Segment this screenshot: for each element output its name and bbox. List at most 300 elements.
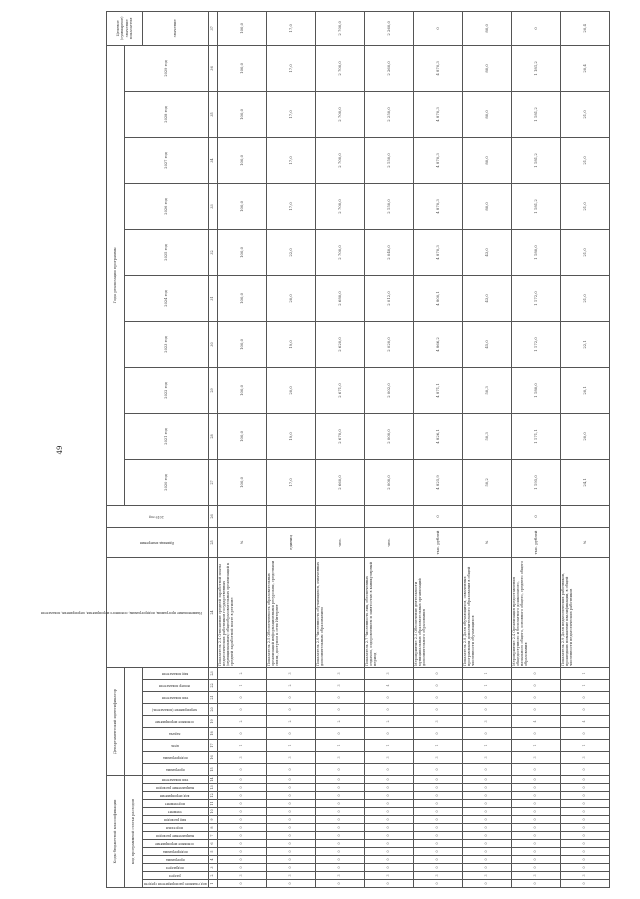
code-cell: 0	[217, 824, 266, 832]
code-cell: 0	[266, 840, 315, 848]
year-value-cell: 43,0	[462, 229, 511, 275]
code-cell: 0	[462, 848, 511, 856]
code-cell: 3	[413, 872, 462, 880]
final-value-cell: 0	[413, 11, 462, 45]
code-cell: 0	[364, 816, 413, 824]
year-value-cell: 4 800,1	[413, 275, 462, 321]
code-cell: 3	[266, 872, 315, 880]
column-number: 23	[208, 667, 217, 679]
indicator-description: Показатель 2.5 Обеспеченность образовательных организаций информационными ресурсами, средствами связи, доступом к сети Интернет	[266, 557, 315, 667]
column-number: 18	[208, 727, 217, 739]
column-number: 7	[208, 832, 217, 840]
base-year-cell	[560, 505, 609, 527]
dept-code-cell: 1	[217, 739, 266, 751]
column-number: 8	[208, 824, 217, 832]
column-number: 10	[208, 808, 217, 816]
dept-code-cell: 0	[560, 691, 609, 703]
column-number: 1	[208, 880, 217, 888]
year-value-cell: 20,4	[560, 45, 609, 91]
code-cell: 0	[315, 816, 364, 824]
year-value-cell: 17,0	[266, 183, 315, 229]
indicator-description: Показатель 2.4 Отношение средней заработной платы педагогических работников государственных (муниципальных) общеобразовательных организаций к средней заработной плате в регионе	[217, 557, 266, 667]
year-value-cell: 4 871,1	[413, 367, 462, 413]
table-row	[217, 11, 266, 887]
header-unit: Единица измерения	[107, 527, 209, 557]
code-cell: 0	[217, 775, 266, 783]
column-number: 14	[208, 775, 217, 783]
code-cell: 0	[413, 784, 462, 792]
indicator-description: Показатель 2.6 Численность обучающихся, охваченных дополнительным образованием	[315, 557, 364, 667]
year-value-cell: 100,0	[217, 137, 266, 183]
dept-code-cell: 0	[364, 763, 413, 775]
year-value-cell: 100,0	[217, 367, 266, 413]
column-number: 24	[208, 557, 217, 667]
code-cell: 0	[266, 856, 315, 864]
year-value-cell: 100,0	[217, 321, 266, 367]
year-value-cell: 100,0	[217, 183, 266, 229]
column-number: 21	[208, 691, 217, 703]
header-dept-col: тип показателя	[143, 691, 209, 703]
dept-code-cell: 0	[462, 703, 511, 715]
code-cell: 0	[364, 840, 413, 848]
code-cell: 0	[364, 832, 413, 840]
header-code-col: основное мероприятие	[143, 840, 209, 848]
code-cell: 0	[266, 808, 315, 816]
year-value-cell: 22,0	[266, 229, 315, 275]
year-value-cell: 1 181,2	[511, 45, 560, 91]
year-value-cell: 4 870,3	[413, 45, 462, 91]
code-cell: 0	[315, 880, 364, 888]
column-number: 28	[208, 413, 217, 459]
code-cell: 0	[413, 792, 462, 800]
base-year-cell	[364, 505, 413, 527]
year-value-cell: 2 000,0	[364, 459, 413, 505]
header-year-1: 2020 год	[125, 459, 209, 505]
year-value-cell: 80,0	[462, 45, 511, 91]
year-value-cell: 2 012,0	[364, 275, 413, 321]
code-cell: 0	[266, 824, 315, 832]
column-number: 32	[208, 229, 217, 275]
dept-code-cell: 2	[266, 679, 315, 691]
code-cell: 0	[413, 856, 462, 864]
dept-code-cell: 3	[462, 715, 511, 727]
year-value-cell: 2 620,0	[315, 321, 364, 367]
dept-code-cell: 3	[364, 667, 413, 679]
code-cell: 0	[315, 840, 364, 848]
code-cell: 0	[413, 775, 462, 783]
dept-code-cell: 3	[413, 715, 462, 727]
year-value-cell: 19,0	[266, 413, 315, 459]
header-years-group: Годы реализации программы	[107, 45, 125, 505]
unit-cell: %	[462, 527, 511, 557]
code-cell: 0	[560, 848, 609, 856]
code-cell: 3	[217, 872, 266, 880]
code-cell: 0	[364, 775, 413, 783]
dept-code-cell: 0	[266, 691, 315, 703]
dept-code-cell: 0	[511, 703, 560, 715]
column-number: 31	[208, 275, 217, 321]
code-cell: 0	[315, 832, 364, 840]
year-value-cell: 2 260,0	[364, 45, 413, 91]
year-value-cell: 20,0	[560, 413, 609, 459]
dept-code-cell: 0	[266, 763, 315, 775]
header-code-col: подпрограмма	[143, 848, 209, 856]
code-cell: 0	[560, 775, 609, 783]
dept-code-cell: 3	[511, 751, 560, 763]
dept-code-cell: 0	[413, 763, 462, 775]
year-value-cell: 80,0	[462, 91, 511, 137]
code-cell: 0	[511, 792, 560, 800]
code-cell: 0	[315, 800, 364, 808]
code-cell: 0	[315, 848, 364, 856]
table-row	[266, 11, 315, 887]
code-cell: 0	[364, 824, 413, 832]
header-dept-col: цель	[143, 739, 209, 751]
dept-code-cell: 2	[315, 715, 364, 727]
dept-code-cell: 0	[462, 763, 511, 775]
header-year-5: 2024 год	[125, 275, 209, 321]
code-cell: 0	[511, 880, 560, 888]
code-cell: 0	[511, 816, 560, 824]
year-value-cell: 17,0	[266, 137, 315, 183]
header-year-3: 2022 год	[125, 367, 209, 413]
code-cell: 0	[217, 856, 266, 864]
year-value-cell: 4 826,1	[413, 413, 462, 459]
header-dept-col: мероприятие (показатель)	[143, 703, 209, 715]
year-value-cell: 4 870,3	[413, 183, 462, 229]
year-value-cell: 1 172,0	[511, 275, 560, 321]
header-code-col: направление расходов	[143, 784, 209, 792]
header-dept-col: вид показателя	[143, 667, 209, 679]
dept-code-cell: 1	[462, 679, 511, 691]
dept-code-cell: 2	[217, 715, 266, 727]
dept-code-cell: 0	[217, 691, 266, 703]
column-number: 13	[208, 784, 217, 792]
table-row	[560, 11, 609, 887]
dept-code-cell: 4	[364, 679, 413, 691]
dept-code-cell: 2	[364, 715, 413, 727]
year-value-cell: 100,0	[217, 413, 266, 459]
column-number: 16	[208, 751, 217, 763]
code-cell: 0	[462, 864, 511, 872]
code-cell: 0	[511, 824, 560, 832]
header-code-col: подэлемент	[143, 800, 209, 808]
code-cell: 0	[462, 775, 511, 783]
unit-cell: тыс. рублей	[511, 527, 560, 557]
code-cell: 0	[413, 848, 462, 856]
year-value-cell: 2 150,0	[364, 137, 413, 183]
code-cell: 0	[364, 800, 413, 808]
code-cell: 0	[462, 792, 511, 800]
dept-code-cell: 4	[511, 715, 560, 727]
year-value-cell: 100,0	[217, 45, 266, 91]
header-code-col: вид расходов	[143, 816, 209, 824]
year-value-cell: 100,0	[217, 91, 266, 137]
header-code-subgroup: код программной статьи расходов	[125, 775, 143, 887]
header-dept-group: Департаментский идентификатор	[107, 667, 125, 775]
dept-code-cell: 3	[364, 751, 413, 763]
column-number: 30	[208, 321, 217, 367]
code-cell: 0	[413, 840, 462, 848]
header-dept-col: основное мероприятие	[143, 715, 209, 727]
dept-code-cell: 0	[364, 727, 413, 739]
final-value-cell: 100,0	[217, 11, 266, 45]
year-value-cell: 1 180,0	[511, 367, 560, 413]
table-row	[413, 11, 462, 887]
year-value-cell: 4 870,3	[413, 229, 462, 275]
code-cell: 0	[560, 784, 609, 792]
year-value-cell: 2 700,0	[315, 45, 364, 91]
year-value-cell: 50,3	[462, 413, 511, 459]
code-cell: 0	[560, 792, 609, 800]
code-cell: 0	[560, 864, 609, 872]
code-cell: 0	[364, 864, 413, 872]
code-cell: 0	[511, 856, 560, 864]
year-value-cell: 100,0	[217, 459, 266, 505]
column-number: 26	[208, 505, 217, 527]
dept-code-cell: 2	[217, 667, 266, 679]
year-value-cell: 2 670,0	[315, 413, 364, 459]
year-value-cell: 2 700,0	[315, 91, 364, 137]
dept-code-cell: 1	[560, 739, 609, 751]
column-number: 2	[208, 872, 217, 880]
code-cell: 0	[560, 800, 609, 808]
year-value-cell: 1 180,0	[511, 229, 560, 275]
year-value-cell: 22,1	[560, 321, 609, 367]
column-number: 15	[208, 763, 217, 775]
dept-code-cell: 1	[462, 667, 511, 679]
code-cell: 0	[462, 824, 511, 832]
code-cell: 0	[511, 832, 560, 840]
year-value-cell: 100,0	[217, 275, 266, 321]
year-value-cell: 19,0	[266, 321, 315, 367]
code-cell: 3	[364, 872, 413, 880]
dept-code-cell: 3	[266, 667, 315, 679]
code-cell: 0	[266, 864, 315, 872]
column-number: 22	[208, 679, 217, 691]
dept-code-cell: 3	[560, 751, 609, 763]
column-number: 29	[208, 367, 217, 413]
dept-code-cell: 3	[413, 751, 462, 763]
year-value-cell: 4 825,9	[413, 459, 462, 505]
header-year-2: 2021 год	[125, 413, 209, 459]
header-code-col: код главного распорядителя средств	[143, 880, 209, 888]
table-row	[511, 11, 560, 887]
code-cell: 0	[217, 848, 266, 856]
year-value-cell: 20,0	[266, 275, 315, 321]
code-cell: 3	[511, 872, 560, 880]
code-cell: 0	[315, 864, 364, 872]
code-cell: 0	[266, 800, 315, 808]
code-cell: 0	[217, 840, 266, 848]
code-cell: 0	[560, 840, 609, 848]
code-cell: 0	[364, 808, 413, 816]
dept-code-cell: 0	[560, 727, 609, 739]
year-value-cell: 45,0	[462, 321, 511, 367]
final-value-cell: 2 260,0	[364, 11, 413, 45]
code-cell: 0	[217, 864, 266, 872]
dept-code-cell: 0	[315, 763, 364, 775]
code-cell: 0	[266, 784, 315, 792]
dept-code-cell: 0	[364, 691, 413, 703]
column-number: 3	[208, 864, 217, 872]
dept-code-cell: 0	[413, 727, 462, 739]
header-code-col: тип показателя	[143, 775, 209, 783]
dept-code-cell: 0	[560, 763, 609, 775]
dept-code-cell: 3	[462, 751, 511, 763]
header-code-col: подстатья	[143, 824, 209, 832]
indicator-description: Мероприятие 2.4 Организация предоставления общедоступного и бесплатного дошкольного, начального общего, основного общего, среднего общего образования	[511, 557, 560, 667]
dept-code-cell: 1	[560, 667, 609, 679]
column-number: 35	[208, 91, 217, 137]
code-cell: 0	[217, 816, 266, 824]
final-value-cell: 80,0	[462, 11, 511, 45]
code-cell: 0	[364, 784, 413, 792]
dept-code-cell: 0	[511, 763, 560, 775]
dept-code-cell: 1	[217, 679, 266, 691]
dept-code-cell: 3	[266, 751, 315, 763]
code-cell: 0	[266, 792, 315, 800]
dept-code-cell: 0	[217, 703, 266, 715]
dept-code-cell: 1	[364, 739, 413, 751]
code-cell: 0	[266, 880, 315, 888]
code-cell: 0	[560, 808, 609, 816]
code-cell: 0	[462, 840, 511, 848]
year-value-cell: 1 181,2	[511, 183, 560, 229]
year-value-cell: 21,0	[560, 91, 609, 137]
code-cell: 0	[315, 784, 364, 792]
code-cell: 0	[560, 880, 609, 888]
dept-code-cell: 4	[560, 715, 609, 727]
code-cell: 0	[364, 880, 413, 888]
code-cell: 0	[217, 784, 266, 792]
code-cell: 0	[266, 816, 315, 824]
base-year-cell	[217, 505, 266, 527]
column-number: 37	[208, 11, 217, 45]
code-cell: 0	[315, 824, 364, 832]
header-dept-col: подпрограмма	[143, 751, 209, 763]
header-code-col: элемент	[143, 808, 209, 816]
column-number: 6	[208, 840, 217, 848]
final-value-cell: 0	[511, 11, 560, 45]
dept-code-cell: 0	[315, 691, 364, 703]
dept-code-cell: 0	[511, 691, 560, 703]
year-value-cell: 2 700,0	[315, 183, 364, 229]
dept-code-cell: 0	[217, 727, 266, 739]
column-number: 11	[208, 800, 217, 808]
table-row	[364, 11, 413, 887]
dept-code-cell: 1	[315, 739, 364, 751]
header-code-col: программа	[143, 856, 209, 864]
code-cell: 0	[413, 800, 462, 808]
dept-code-cell: 0	[266, 727, 315, 739]
code-cell: 0	[462, 784, 511, 792]
year-value-cell: 2 660,0	[315, 459, 364, 505]
indicator-description: Показатель 2.8 Доля обучающихся, охваченных программами дополнительного образования в общей численности обучающихся	[462, 557, 511, 667]
code-cell: 0	[413, 864, 462, 872]
header-final-sub: значение	[143, 11, 209, 45]
year-value-cell: 80,0	[462, 183, 511, 229]
header-code-col: подраздел	[143, 864, 209, 872]
base-year-cell: 0	[511, 505, 560, 527]
code-cell: 0	[266, 775, 315, 783]
header-name: Наименование программы, подпрограммы, основного мероприятия, мероприятия, показателя	[107, 557, 209, 667]
dept-code-cell: 0	[315, 703, 364, 715]
dept-code-cell: 0	[315, 727, 364, 739]
dept-code-cell: 0	[364, 703, 413, 715]
code-cell: 0	[217, 792, 266, 800]
column-number: 27	[208, 459, 217, 505]
column-number: 34	[208, 137, 217, 183]
indicator-description: Мероприятие 2.3 Обеспечение деятельности муниципальных образовательных организаций дополнительного образования	[413, 557, 462, 667]
column-number: 5	[208, 848, 217, 856]
dept-code-cell: 0	[266, 703, 315, 715]
year-value-cell: 1 181,2	[511, 137, 560, 183]
header-year-7: 2026 год	[125, 183, 209, 229]
column-number: 9	[208, 816, 217, 824]
code-cell: 0	[413, 824, 462, 832]
year-value-cell: 2 020,0	[364, 321, 413, 367]
header-year-base: 2019 год	[107, 505, 209, 527]
year-value-cell: 1 171,1	[511, 413, 560, 459]
dept-code-cell: 1	[511, 739, 560, 751]
base-year-cell	[315, 505, 364, 527]
unit-cell: %	[217, 527, 266, 557]
year-value-cell: 2 000,0	[364, 413, 413, 459]
year-value-cell: 17,0	[266, 45, 315, 91]
final-value-cell: 17,0	[266, 11, 315, 45]
code-cell: 0	[462, 856, 511, 864]
code-cell: 0	[511, 775, 560, 783]
code-cell: 3	[560, 872, 609, 880]
header-year-10: 2029 год	[125, 45, 209, 91]
header-code-group: Коды бюджетной классификации	[107, 775, 125, 887]
dept-code-cell: 3	[315, 751, 364, 763]
base-year-cell: 0	[413, 505, 462, 527]
year-value-cell: 1 181,2	[511, 91, 560, 137]
year-value-cell: 4 866,2	[413, 321, 462, 367]
code-cell: 0	[511, 808, 560, 816]
code-cell: 0	[511, 864, 560, 872]
base-year-cell	[462, 505, 511, 527]
year-value-cell: 21,0	[560, 275, 609, 321]
code-cell: 0	[462, 832, 511, 840]
code-cell: 3	[315, 872, 364, 880]
header-dept-col: программа	[143, 763, 209, 775]
year-value-cell: 4 870,3	[413, 91, 462, 137]
dept-code-cell: 3	[315, 667, 364, 679]
code-cell: 0	[511, 784, 560, 792]
year-value-cell: 2 700,0	[315, 229, 364, 275]
code-cell: 0	[511, 848, 560, 856]
dept-code-cell: 0	[462, 691, 511, 703]
code-cell: 0	[413, 816, 462, 824]
code-cell: 0	[315, 808, 364, 816]
header-dept-col: задача	[143, 727, 209, 739]
year-value-cell: 2 700,0	[315, 137, 364, 183]
code-cell: 0	[413, 880, 462, 888]
year-value-cell: 2 671,0	[315, 367, 364, 413]
column-number: 36	[208, 45, 217, 91]
header-year-8: 2027 год	[125, 137, 209, 183]
header-final: Целевое (суммарное) значение показателя	[107, 11, 143, 45]
year-value-cell: 1 172,0	[511, 321, 560, 367]
dept-code-cell: 0	[413, 679, 462, 691]
header-code-col: направление расходов	[143, 832, 209, 840]
dept-code-cell: 0	[413, 691, 462, 703]
code-cell: 0	[315, 856, 364, 864]
year-value-cell: 50,3	[462, 367, 511, 413]
